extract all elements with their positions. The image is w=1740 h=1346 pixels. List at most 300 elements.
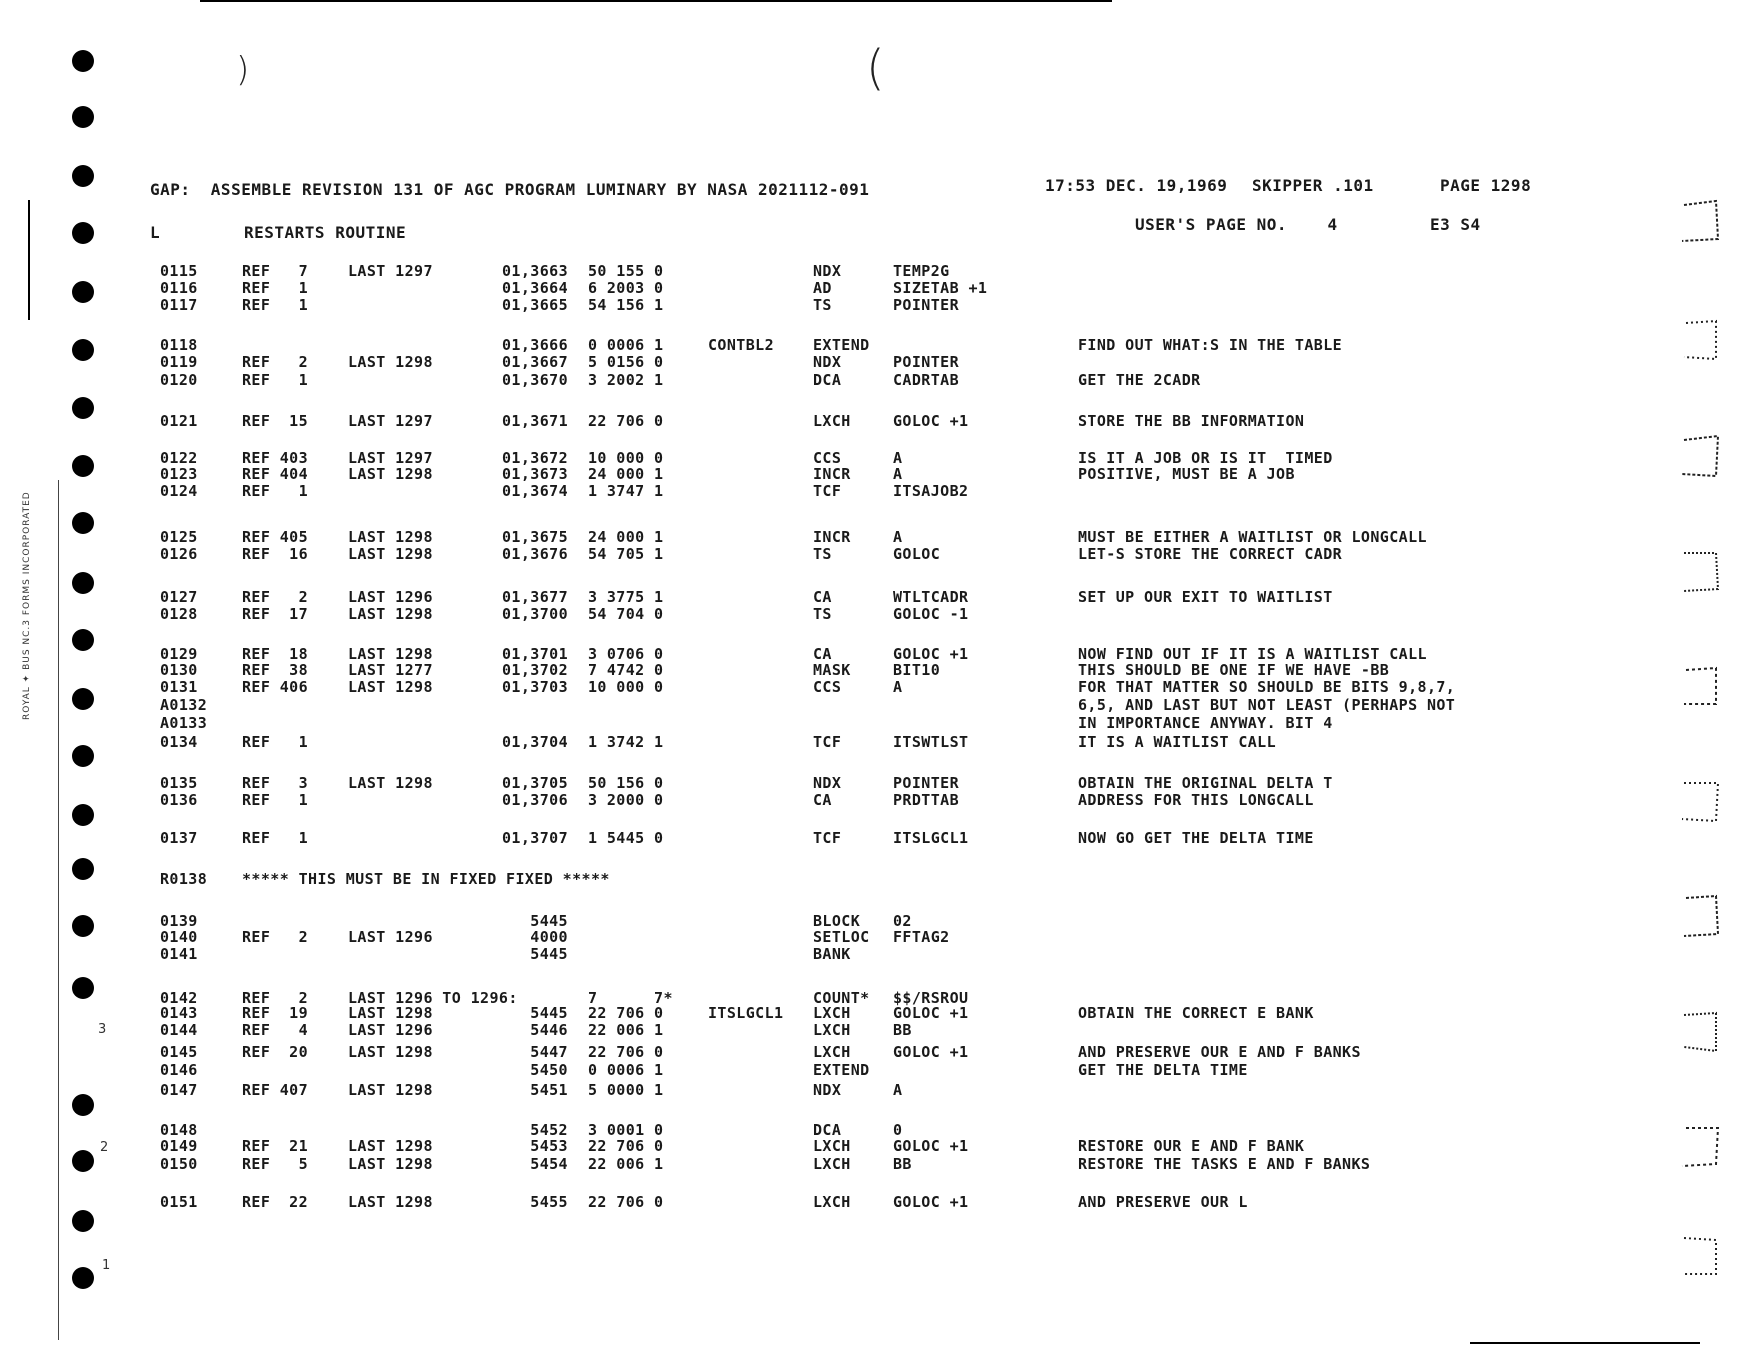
listing-op: EXTEND bbox=[813, 1061, 870, 1079]
listing-code: 3 3775 1 bbox=[588, 588, 664, 606]
binder-hole bbox=[72, 1267, 94, 1289]
listing-last: LAST 1298 bbox=[348, 1081, 433, 1099]
listing-addr: 5451 bbox=[530, 1081, 568, 1099]
listing-last: LAST 1298 bbox=[348, 1004, 433, 1022]
listing-line: 0142 bbox=[160, 989, 198, 1007]
listing-line: 0121 bbox=[160, 412, 198, 430]
listing-line: 0117 bbox=[160, 296, 198, 314]
listing-code: 22 706 0 bbox=[588, 1193, 664, 1211]
listing-op: TS bbox=[813, 605, 832, 623]
listing-line bbox=[0, 336, 1740, 354]
listing-operand: A bbox=[893, 1081, 903, 1099]
listing-addr: 5455 bbox=[530, 1193, 568, 1211]
listing-comment: RESTORE THE TASKS E AND F BANKS bbox=[1078, 1155, 1371, 1173]
pencil-mark: ( bbox=[866, 40, 885, 96]
listing-ref: REF 18 bbox=[242, 645, 309, 663]
listing-addr: 5445 bbox=[530, 912, 568, 930]
listing-ref: REF 405 bbox=[242, 528, 309, 546]
listing-addr: 01,3706 bbox=[501, 791, 568, 809]
scan-artifact bbox=[1676, 775, 1724, 823]
listing-line bbox=[0, 371, 1740, 389]
listing-code: 24 000 1 bbox=[588, 528, 664, 546]
listing-comment: GET THE DELTA TIME bbox=[1078, 1061, 1248, 1079]
listing-ref: REF 17 bbox=[242, 605, 309, 623]
listing-line: 0125 bbox=[160, 528, 198, 546]
listing-op: LXCH bbox=[813, 1155, 851, 1173]
section-marker: L bbox=[150, 223, 161, 242]
listing-comment: IS IT A JOB OR IS IT TIMED bbox=[1078, 449, 1333, 467]
listing-operand: ITSAJOB2 bbox=[893, 482, 969, 500]
listing-line bbox=[0, 296, 1740, 314]
listing-line: 0135 bbox=[160, 774, 198, 792]
listing-code: 3 2002 1 bbox=[588, 371, 664, 389]
listing-last: LAST 1298 bbox=[348, 1155, 433, 1173]
listing-line bbox=[0, 928, 1740, 946]
binder-hole bbox=[72, 222, 94, 244]
listing-ref: REF 1 bbox=[242, 371, 309, 389]
listing-operand: 0 bbox=[893, 1121, 903, 1139]
listing-op: LXCH bbox=[813, 1004, 851, 1022]
listing-last: LAST 1298 bbox=[348, 774, 433, 792]
listing-line: A0132 bbox=[160, 696, 208, 714]
listing-addr: 01,3673 bbox=[501, 465, 568, 483]
listing-addr: 01,3705 bbox=[501, 774, 568, 792]
listing-addr: 01,3677 bbox=[501, 588, 568, 606]
listing-code: 0 0006 1 bbox=[588, 336, 664, 354]
listing-ref: REF 2 bbox=[242, 989, 309, 1007]
listing-line bbox=[0, 1043, 1740, 1061]
listing-op: TCF bbox=[813, 733, 842, 751]
listing-code: 5 0000 1 bbox=[588, 1081, 664, 1099]
listing-addr: 01,3703 bbox=[501, 678, 568, 696]
listing-code: 3 0706 0 bbox=[588, 645, 664, 663]
listing-ref: REF 2 bbox=[242, 588, 309, 606]
margin-note: 3 bbox=[98, 1022, 107, 1037]
scan-artifact bbox=[1676, 1120, 1724, 1168]
listing-line bbox=[0, 696, 1740, 714]
scan-artifact bbox=[1676, 890, 1724, 938]
listing-comment: NOW GO GET THE DELTA TIME bbox=[1078, 829, 1314, 847]
listing-code: 22 706 0 bbox=[588, 1043, 664, 1061]
listing-addr: 5446 bbox=[530, 1021, 568, 1039]
listing-line bbox=[0, 791, 1740, 809]
listing-addr: 01,3676 bbox=[501, 545, 568, 563]
listing-line bbox=[0, 1004, 1740, 1022]
listing-addr: 5450 bbox=[530, 1061, 568, 1079]
listing-ref: REF 1 bbox=[242, 482, 309, 500]
listing-operand: TEMP2G bbox=[893, 262, 950, 280]
listing-ref: REF 1 bbox=[242, 279, 309, 297]
scan-artifact bbox=[1676, 315, 1724, 363]
listing-comment: FIND OUT WHAT:S IN THE TABLE bbox=[1078, 336, 1343, 354]
listing-operand: 02 bbox=[893, 912, 912, 930]
listing-line: 0127 bbox=[160, 588, 198, 606]
listing-op: BLOCK bbox=[813, 912, 861, 930]
listing-last: LAST 1296 bbox=[348, 588, 433, 606]
listing-line bbox=[0, 1193, 1740, 1211]
user-page-number: USER'S PAGE NO. 4 bbox=[1135, 215, 1338, 234]
listing-addr: 01,3674 bbox=[501, 482, 568, 500]
page-number: PAGE 1298 bbox=[1440, 176, 1532, 195]
listing-op: NDX bbox=[813, 353, 842, 371]
listing-ref: REF 21 bbox=[242, 1137, 309, 1155]
listing-comment: LET-S STORE THE CORRECT CADR bbox=[1078, 545, 1343, 563]
listing-addr: 01,3700 bbox=[501, 605, 568, 623]
listing-line: 0137 bbox=[160, 829, 198, 847]
section-title: RESTARTS ROUTINE bbox=[244, 223, 407, 242]
listing-line bbox=[0, 1021, 1740, 1039]
listing-operand: FFTAG2 bbox=[893, 928, 950, 946]
listing-line: 0151 bbox=[160, 1193, 198, 1211]
listing-line: 0123 bbox=[160, 465, 198, 483]
listing-addr: 01,3704 bbox=[501, 733, 568, 751]
listing-ref: REF 38 bbox=[242, 661, 309, 679]
listing-code: 1 3747 1 bbox=[588, 482, 664, 500]
listing-addr: 01,3664 bbox=[501, 279, 568, 297]
listing-operand: GOLOC +1 bbox=[893, 1004, 969, 1022]
listing-op: CCS bbox=[813, 449, 842, 467]
listing-code: 22 006 1 bbox=[588, 1155, 664, 1173]
listing-last: LAST 1297 bbox=[348, 262, 433, 280]
listing-op: TCF bbox=[813, 829, 842, 847]
listing-operand: A bbox=[893, 465, 903, 483]
listing-comment: MUST BE EITHER A WAITLIST OR LONGCALL bbox=[1078, 528, 1427, 546]
listing-line bbox=[0, 528, 1740, 546]
listing-code: 22 006 1 bbox=[588, 1021, 664, 1039]
listing-last: LAST 1298 bbox=[348, 1137, 433, 1155]
listing-last: LAST 1298 bbox=[348, 605, 433, 623]
top-rule bbox=[200, 0, 1112, 2]
listing-addr: 01,3670 bbox=[501, 371, 568, 389]
page-tag: E3 S4 bbox=[1430, 215, 1481, 234]
listing-line: 0119 bbox=[160, 353, 198, 371]
listing-op: CA bbox=[813, 645, 832, 663]
listing-op: LXCH bbox=[813, 1021, 851, 1039]
listing-comment: THIS SHOULD BE ONE IF WE HAVE -BB bbox=[1078, 661, 1390, 679]
listing-operand: PRDTTAB bbox=[893, 791, 960, 809]
listing-line: 0115 bbox=[160, 262, 198, 280]
listing-op: COUNT* bbox=[813, 989, 870, 1007]
listing-last: LAST 1296 TO 1296: bbox=[348, 989, 518, 1007]
listing-op: NDX bbox=[813, 774, 842, 792]
listing-comment: NOW FIND OUT IF IT IS A WAITLIST CALL bbox=[1078, 645, 1427, 663]
listing-ref: REF 19 bbox=[242, 1004, 309, 1022]
listing-op: TS bbox=[813, 296, 832, 314]
listing-ref: REF 406 bbox=[242, 678, 309, 696]
listing-line: 0118 bbox=[160, 336, 198, 354]
listing-op: AD bbox=[813, 279, 832, 297]
listing-code: 0 0006 1 bbox=[588, 1061, 664, 1079]
scan-artifact bbox=[1676, 545, 1724, 593]
listing-code: 3 0001 0 bbox=[588, 1121, 664, 1139]
listing-line: A0133 bbox=[160, 714, 208, 732]
listing-op: MASK bbox=[813, 661, 851, 679]
listing-code: 7 4742 0 bbox=[588, 661, 664, 679]
listing-line: 0126 bbox=[160, 545, 198, 563]
listing-addr: 01,3667 bbox=[501, 353, 568, 371]
listing-addr: 5453 bbox=[530, 1137, 568, 1155]
listing-ref: REF 20 bbox=[242, 1043, 309, 1061]
listing-line: 0129 bbox=[160, 645, 198, 663]
listing-op: EXTEND bbox=[813, 336, 870, 354]
listing-line: 0130 bbox=[160, 661, 198, 679]
listing-operand: GOLOC +1 bbox=[893, 1193, 969, 1211]
listing-op: LXCH bbox=[813, 1193, 851, 1211]
listing-line: 0134 bbox=[160, 733, 198, 751]
listing-label: ITSLGCL1 bbox=[708, 1004, 784, 1022]
listing-line: 0143 bbox=[160, 1004, 198, 1022]
listing-op: LXCH bbox=[813, 412, 851, 430]
listing-last: LAST 1298 bbox=[348, 465, 433, 483]
listing-comment: AND PRESERVE OUR L bbox=[1078, 1193, 1248, 1211]
listing-addr: 4000 bbox=[530, 928, 568, 946]
scan-artifact bbox=[1676, 1230, 1724, 1278]
listing-line bbox=[0, 1137, 1740, 1155]
listing-addr: 01,3675 bbox=[501, 528, 568, 546]
listing-comment: IT IS A WAITLIST CALL bbox=[1078, 733, 1277, 751]
listing-ref: REF 1 bbox=[242, 733, 309, 751]
listing-line: 0150 bbox=[160, 1155, 198, 1173]
listing-ref: REF 403 bbox=[242, 449, 309, 467]
listing-ref: REF 404 bbox=[242, 465, 309, 483]
listing-operand: WTLTCADR bbox=[893, 588, 969, 606]
listing-ref: REF 1 bbox=[242, 829, 309, 847]
listing-line: 0145 bbox=[160, 1043, 198, 1061]
listing-ref: REF 15 bbox=[242, 412, 309, 430]
listing-line bbox=[0, 945, 1740, 963]
listing-op: SETLOC bbox=[813, 928, 870, 946]
listing-code: 54 156 1 bbox=[588, 296, 664, 314]
listing-last: LAST 1296 bbox=[348, 1021, 433, 1039]
listing-op: NDX bbox=[813, 262, 842, 280]
listing-comment: POSITIVE, MUST BE A JOB bbox=[1078, 465, 1295, 483]
listing-line: 0116 bbox=[160, 279, 198, 297]
listing-addr: 01,3702 bbox=[501, 661, 568, 679]
listing-op: BANK bbox=[813, 945, 851, 963]
listing-ref: REF 2 bbox=[242, 353, 309, 371]
listing-line bbox=[0, 588, 1740, 606]
listing-line: 0147 bbox=[160, 1081, 198, 1099]
listing-last: LAST 1298 bbox=[348, 678, 433, 696]
listing-ref: REF 3 bbox=[242, 774, 309, 792]
listing-comment: STORE THE BB INFORMATION bbox=[1078, 412, 1305, 430]
listing-addr: 01,3666 bbox=[501, 336, 568, 354]
listing-code: 50 156 0 bbox=[588, 774, 664, 792]
listing-last: LAST 1298 bbox=[348, 645, 433, 663]
listing-comment: SET UP OUR EXIT TO WAITLIST bbox=[1078, 588, 1333, 606]
listing-ref: REF 407 bbox=[242, 1081, 309, 1099]
listing-operand: GOLOC +1 bbox=[893, 1137, 969, 1155]
listing-line: 0136 bbox=[160, 791, 198, 809]
listing-addr: 5454 bbox=[530, 1155, 568, 1173]
listing-operand: POINTER bbox=[893, 296, 960, 314]
listing-line bbox=[0, 545, 1740, 563]
listing-ref: REF 5 bbox=[242, 1155, 309, 1173]
listing-code: 24 000 1 bbox=[588, 465, 664, 483]
scan-artifact bbox=[1676, 660, 1724, 708]
listing-comment: GET THE 2CADR bbox=[1078, 371, 1201, 389]
listing-op: TCF bbox=[813, 482, 842, 500]
listing-ref: REF 1 bbox=[242, 296, 309, 314]
listing-line bbox=[0, 279, 1740, 297]
listing-op: CA bbox=[813, 791, 832, 809]
listing-line bbox=[0, 661, 1740, 679]
binder-hole bbox=[72, 106, 94, 128]
binder-hole bbox=[72, 50, 94, 72]
listing-line bbox=[0, 774, 1740, 792]
listing-ref: REF 7 bbox=[242, 262, 309, 280]
listing-line bbox=[0, 829, 1740, 847]
listing-operand: $$/RSROU bbox=[893, 989, 969, 1007]
listing-line bbox=[0, 482, 1740, 500]
listing-line bbox=[0, 353, 1740, 371]
listing-code: 1 3742 1 bbox=[588, 733, 664, 751]
listing-addr: 5447 bbox=[530, 1043, 568, 1061]
listing-comment: IN IMPORTANCE ANYWAY. BIT 4 bbox=[1078, 714, 1333, 732]
listing-addr: 5445 bbox=[530, 945, 568, 963]
listing-line bbox=[0, 262, 1740, 280]
listing-line bbox=[0, 1155, 1740, 1173]
listing-last: LAST 1298 bbox=[348, 545, 433, 563]
listing-label: CONTBL2 bbox=[708, 336, 775, 354]
listing-last: LAST 1297 bbox=[348, 449, 433, 467]
listing-line: 0122 bbox=[160, 449, 198, 467]
listing-line: 0128 bbox=[160, 605, 198, 623]
listing-code: 1 5445 0 bbox=[588, 829, 664, 847]
listing-ref: REF 22 bbox=[242, 1193, 309, 1211]
listing-op: LXCH bbox=[813, 1137, 851, 1155]
scan-artifact bbox=[1676, 195, 1724, 243]
listing-operand: GOLOC +1 bbox=[893, 645, 969, 663]
listing-operand: ITSLGCL1 bbox=[893, 829, 969, 847]
listing-comment: OBTAIN THE ORIGINAL DELTA T bbox=[1078, 774, 1333, 792]
listing-last: LAST 1298 bbox=[348, 1193, 433, 1211]
listing-line: 0139 bbox=[160, 912, 198, 930]
listing-code: 54 705 1 bbox=[588, 545, 664, 563]
listing-comment: RESTORE OUR E AND F BANK bbox=[1078, 1137, 1305, 1155]
listing-line: 0149 bbox=[160, 1137, 198, 1155]
listing-op: LXCH bbox=[813, 1043, 851, 1061]
listing-ref: REF 1 bbox=[242, 791, 309, 809]
listing-line: 0148 bbox=[160, 1121, 198, 1139]
listing-code: 50 155 0 bbox=[588, 262, 664, 280]
listing-addr: 01,3701 bbox=[501, 645, 568, 663]
bottom-rule bbox=[1470, 1342, 1700, 1344]
listing-line bbox=[0, 678, 1740, 696]
listing-addr: 5452 bbox=[530, 1121, 568, 1139]
listing-comment: OBTAIN THE CORRECT E BANK bbox=[1078, 1004, 1314, 1022]
listing-code: 10 000 0 bbox=[588, 449, 664, 467]
listing-title: GAP: ASSEMBLE REVISION 131 OF AGC PROGRAM LUMINARY BY NASA 2021112-091 bbox=[150, 180, 870, 199]
listing-operand: GOLOC +1 bbox=[893, 412, 969, 430]
scan-artifact bbox=[1676, 1005, 1724, 1053]
listing-last: LAST 1296 bbox=[348, 928, 433, 946]
binder-hole bbox=[72, 1210, 94, 1232]
print-datetime: 17:53 DEC. 19,1969 bbox=[1045, 176, 1228, 195]
listing-op: TS bbox=[813, 545, 832, 563]
listing-code: 5 0156 0 bbox=[588, 353, 664, 371]
listing-code: 54 704 0 bbox=[588, 605, 664, 623]
listing-addr: 5445 bbox=[530, 1004, 568, 1022]
listing-addr: 01,3671 bbox=[501, 412, 568, 430]
listing-op: INCR bbox=[813, 528, 851, 546]
listing-code: 6 2003 0 bbox=[588, 279, 664, 297]
edge-text: ROYAL ✦ BUS NC.3 FORMS INCORPORATED bbox=[22, 491, 32, 720]
listing-op: NDX bbox=[813, 1081, 842, 1099]
listing-last: LAST 1298 bbox=[348, 353, 433, 371]
listing-operand: ITSWTLST bbox=[893, 733, 969, 751]
listing-line: 0120 bbox=[160, 371, 198, 389]
listing-operand: SIZETAB +1 bbox=[893, 279, 988, 297]
listing-code: 22 706 0 bbox=[588, 1004, 664, 1022]
listing-operand: GOLOC +1 bbox=[893, 1043, 969, 1061]
listing-code: 22 706 0 bbox=[588, 412, 664, 430]
listing-code: 3 2000 0 bbox=[588, 791, 664, 809]
listing-code: 7 7* bbox=[588, 989, 673, 1007]
listing-line bbox=[0, 412, 1740, 430]
listing-addr: 01,3665 bbox=[501, 296, 568, 314]
printer-name: SKIPPER .101 bbox=[1252, 176, 1374, 195]
listing-operand: GOLOC bbox=[893, 545, 941, 563]
listing-op: DCA bbox=[813, 1121, 842, 1139]
listing-line bbox=[0, 465, 1740, 483]
listing-line: 0146 bbox=[160, 1061, 198, 1079]
listing-comment: ADDRESS FOR THIS LONGCALL bbox=[1078, 791, 1314, 809]
listing-op: CA bbox=[813, 588, 832, 606]
listing-line bbox=[0, 733, 1740, 751]
listing-last: LAST 1277 bbox=[348, 661, 433, 679]
binder-hole bbox=[72, 165, 94, 187]
listing-operand: A bbox=[893, 449, 903, 467]
listing-line bbox=[0, 870, 1740, 888]
listing-line bbox=[0, 1061, 1740, 1079]
listing-ref: ***** THIS MUST BE IN FIXED FIXED ***** bbox=[242, 870, 610, 888]
listing-operand: BB bbox=[893, 1155, 912, 1173]
listing-operand: A bbox=[893, 678, 903, 696]
listing-operand: GOLOC -1 bbox=[893, 605, 969, 623]
listing-code: 10 000 0 bbox=[588, 678, 664, 696]
listing-operand: CADRTAB bbox=[893, 371, 960, 389]
listing-last: LAST 1298 bbox=[348, 528, 433, 546]
scan-artifact bbox=[1676, 430, 1724, 478]
listing-operand: BIT10 bbox=[893, 661, 941, 679]
listing-operand: POINTER bbox=[893, 774, 960, 792]
listing-comment: FOR THAT MATTER SO SHOULD BE BITS 9,8,7, bbox=[1078, 678, 1456, 696]
listing-line: 0124 bbox=[160, 482, 198, 500]
listing-last: LAST 1298 bbox=[348, 1043, 433, 1061]
listing-line: R0138 bbox=[160, 870, 208, 888]
listing-line bbox=[0, 605, 1740, 623]
listing-op: CCS bbox=[813, 678, 842, 696]
listing-ref: REF 2 bbox=[242, 928, 309, 946]
listing-line: 0144 bbox=[160, 1021, 198, 1039]
listing-comment: 6,5, AND LAST BUT NOT LEAST (PERHAPS NOT bbox=[1078, 696, 1456, 714]
listing-operand: BB bbox=[893, 1021, 912, 1039]
listing-op: INCR bbox=[813, 465, 851, 483]
listing-comment: AND PRESERVE OUR E AND F BANKS bbox=[1078, 1043, 1361, 1061]
margin-note: 2 bbox=[100, 1140, 109, 1155]
listing-ref: REF 4 bbox=[242, 1021, 309, 1039]
listing-operand: A bbox=[893, 528, 903, 546]
listing-line: 0141 bbox=[160, 945, 198, 963]
listing-line: 0140 bbox=[160, 928, 198, 946]
listing-addr: 01,3663 bbox=[501, 262, 568, 280]
pencil-mark: ) bbox=[236, 50, 250, 90]
listing-code: 22 706 0 bbox=[588, 1137, 664, 1155]
listing-addr: 01,3707 bbox=[501, 829, 568, 847]
listing-last: LAST 1297 bbox=[348, 412, 433, 430]
listing-ref: REF 16 bbox=[242, 545, 309, 563]
